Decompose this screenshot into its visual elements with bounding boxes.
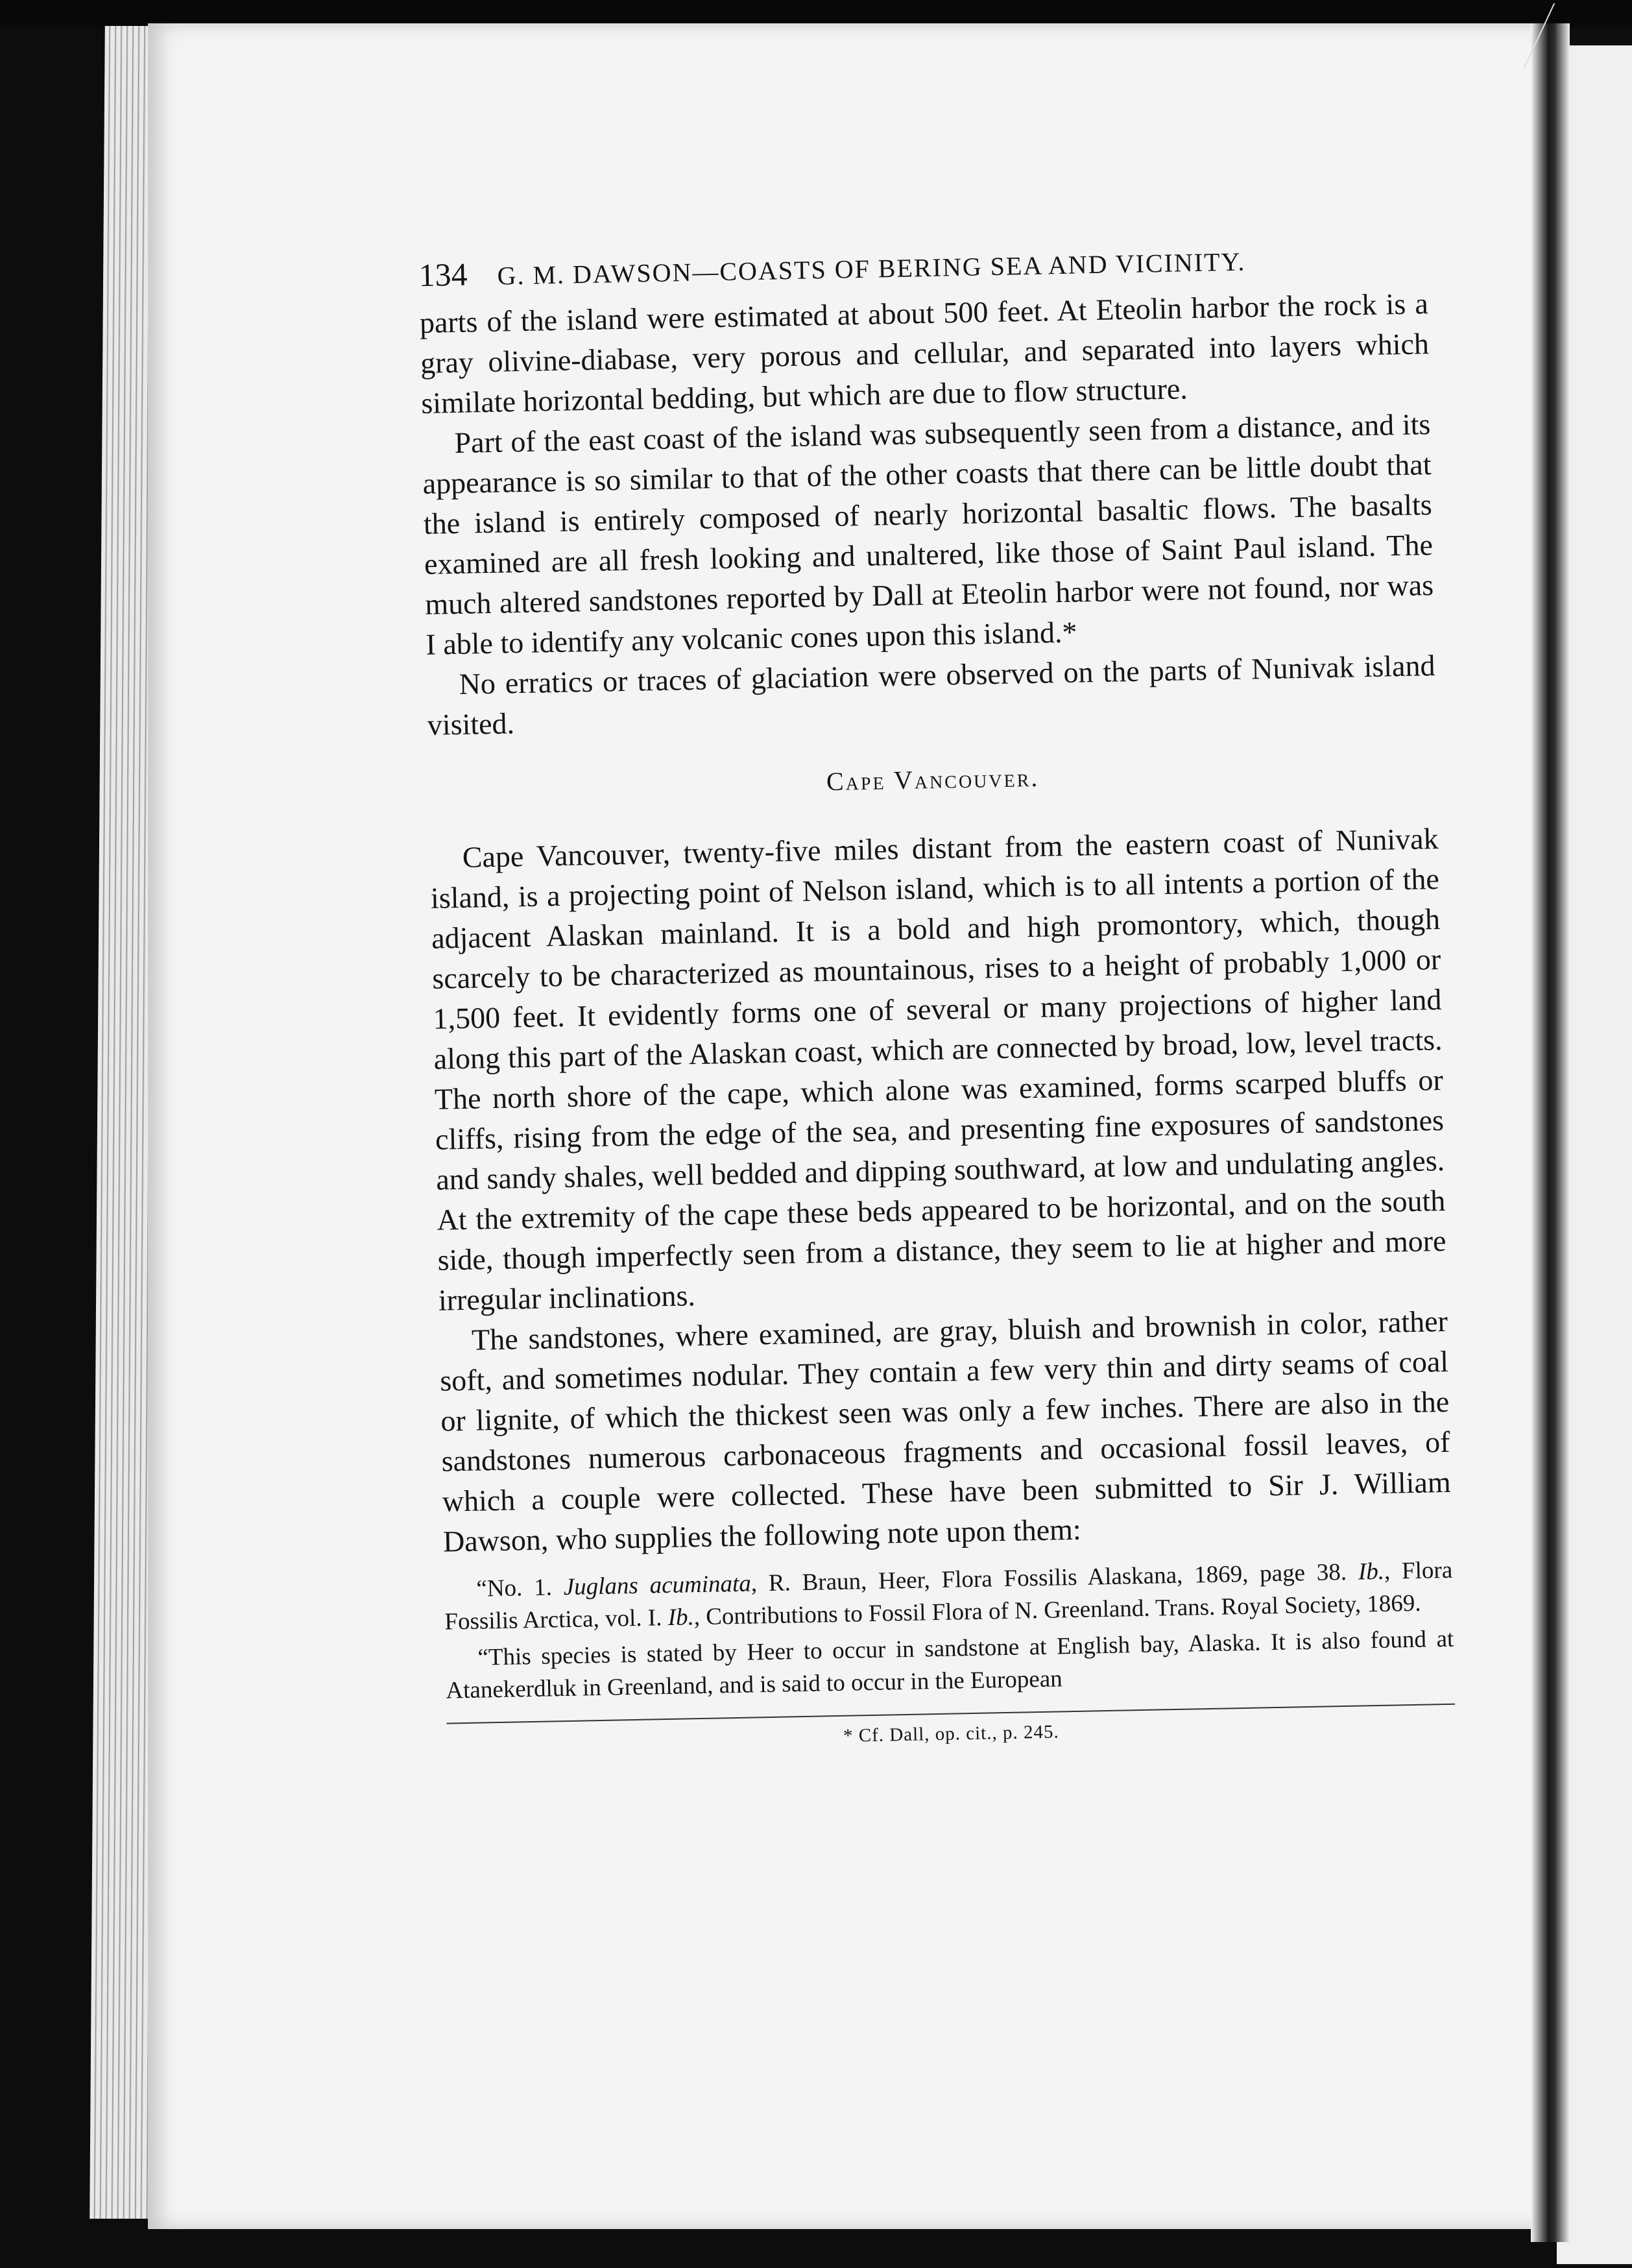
footnote: * Cf. Dall, op. cit., p. 245. [843,1721,1059,1746]
book-gutter [1531,23,1570,2242]
page-number: 134 [418,256,468,293]
paragraph-1: parts of the island were estimated at about 500 feet. At Eteolin harbor the rock is a gray olivine-diabase, very porous and cellular, and separated into layers which similate horizontal bedding, but which are due to flow structure. [419,287,1430,420]
quote-text: , R. Braun, Heer, Flora Fossilis Alaskana, 1869, page 38. [750,1558,1359,1597]
text-block [418,237,1456,1754]
quote-text: , Flora Fossilis Arctica, vol. I. [444,1556,1453,1635]
ibid: Ib. [667,1604,695,1631]
running-title: G. M. DAWSON—COASTS OF BERING SEA AND VICINITY. [497,247,1246,291]
section-heading: Cape Vancouver. [826,762,1040,797]
quote-text: , Contributions to Fossil Flora of N. Greenland. Trans. Royal Society, 1869. [693,1589,1421,1631]
paragraph-3: No erratics or traces of glaciation were observed on the parts of Nunivak island visited. [427,649,1435,742]
paragraph-4: Cape Vancouver, twenty-five miles distant from the eastern coast of Nunivak island, is a projecting point of Nelson island, which is to all intents a portion of the adjacent Alaskan mainland. It is a bold and high promontory, which, though scarcely to be characterized as mountainous, rises to a height of probably 1,000 or 1,500 feet. It evidently forms one of several or many projections of higher land along this part of the Alaskan coast, which are connected by broad, low, level tracts. The north shore of the cape, which alone was examined, forms scarped bluffs or cliffs, rising from the edge of the sea, and presenting fine exposures of sandstones and sandy shales, well bedded and dipping southward, at low and undulating angles. At the extremity of the cape these beds appeared to be horizontal, and on the south side, though imperfectly seen from a distance, they seem to lie at higher and more irregular inclinations. [430,821,1446,1317]
quote-text: “No. 1. [476,1574,564,1602]
paragraph-2: Part of the east coast of the island was subsequently seen from a distance, and its appearance is so similar to that of the other coasts that there can be little doubt that the island is entirely composed of nearly horizontal basaltic flows. The basalts examined are all fresh looking and unaltered, like those of Saint Paul island. The much altered sandstones reported by Dall at Eteolin harbor were not found, nor was I able to identify any volcanic cones upon this island.* [422,407,1434,661]
ibid: Ib. [1358,1558,1385,1586]
quoted-note-2: “This species is stated by Heer to occur in sandstone at English bay, Alaska. It is also found at Atanekerdluk in Greenland, and is said to occur in the European [446,1625,1454,1704]
species-name: Juglans acuminata [563,1570,752,1601]
paragraph-5: The sandstones, where examined, are gray, bluish and brownish in color, rather soft, and sometimes nodular. They contain a few very thin and dirty seams of coal or lignite, of which the thickest seen was only a few inches. There are also in the sandstones numerous carbonaceous fragments and occasional fossil leaves, of which a couple were collected. These have been submitted to Sir J. William Dawson, who supplies the following note upon them: [439,1304,1452,1558]
